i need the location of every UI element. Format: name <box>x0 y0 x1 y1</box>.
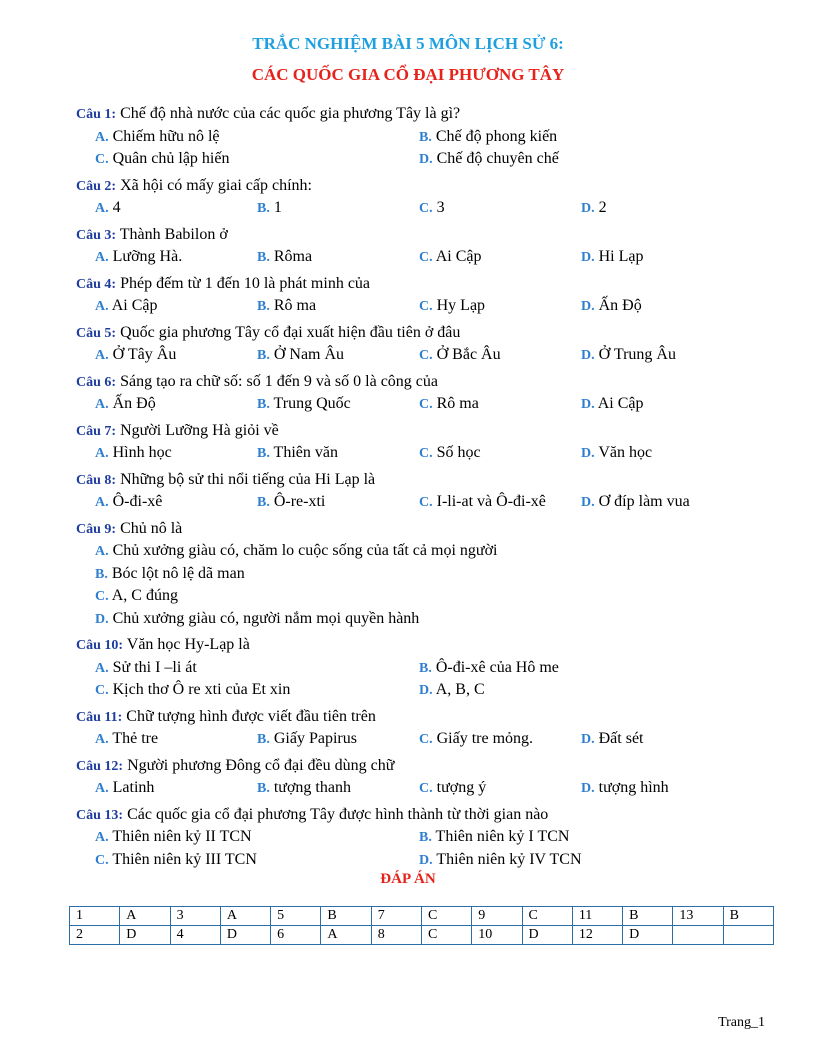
option-d <box>581 393 743 416</box>
question-number-cell <box>673 926 723 945</box>
question-label: Câu 3: <box>76 227 117 243</box>
option-label: A. <box>95 129 109 145</box>
options-group <box>95 491 776 514</box>
question-number-cell: 6 <box>271 926 321 945</box>
question-text: Những bộ sử thi nổi tiếng của Hi Lạp là <box>116 470 376 488</box>
option-text: Giấy Papirus <box>269 730 357 747</box>
option-label: D. <box>419 152 433 167</box>
question-label: Câu 13: <box>76 807 124 823</box>
option-text: Ai Cập <box>594 395 644 412</box>
option-text: A, B, C <box>432 681 485 698</box>
option-text: tượng ý <box>432 779 487 796</box>
answer-cell: C <box>421 907 471 926</box>
option-label: B. <box>419 830 432 845</box>
options-group <box>95 657 776 702</box>
question-label: Câu 5: <box>76 325 117 341</box>
option-d <box>419 148 743 171</box>
option-label: D. <box>581 732 595 747</box>
answer-cell: B <box>723 907 773 926</box>
option-label: C. <box>419 397 433 412</box>
option-c <box>95 148 419 171</box>
question-text: Quốc gia phương Tây cổ đại xuất hiện đầu tiên ở đâu <box>116 323 461 341</box>
option-d <box>95 608 695 631</box>
answer-cell: C <box>522 907 572 926</box>
option-label: C. <box>419 348 433 363</box>
option-b <box>257 344 419 367</box>
option-text: I-li-at và Ô-đi-xê <box>432 493 546 510</box>
question-number-cell: 5 <box>271 907 321 926</box>
option-text: Số học <box>432 444 481 461</box>
option-label: B. <box>257 299 270 314</box>
option-c <box>419 393 581 416</box>
option-text: Latinh <box>108 779 155 796</box>
option-text: A, C đúng <box>108 587 178 604</box>
answer-cell: D <box>220 926 270 945</box>
question-number-cell: 4 <box>170 926 220 945</box>
option-label: C. <box>419 201 433 216</box>
question-8 <box>76 469 776 492</box>
options-group <box>95 393 776 416</box>
option-d <box>581 197 743 220</box>
option-c <box>419 197 581 220</box>
question-9 <box>76 518 776 541</box>
option-b <box>257 777 419 800</box>
question-11 <box>76 706 776 729</box>
options-group <box>95 197 776 220</box>
question-text: Chữ tượng hình được viết đầu tiên trên <box>122 707 376 725</box>
option-label: C. <box>419 495 433 510</box>
option-text: Kịch thơ Ô re xti của Et xin <box>108 681 291 698</box>
option-a <box>95 197 257 220</box>
answer-key-table <box>69 906 774 945</box>
question-7 <box>76 420 776 443</box>
options-group <box>95 344 776 367</box>
option-c <box>419 728 581 751</box>
option-a <box>95 657 419 680</box>
option-text: Thiên niên kỷ II TCN <box>108 828 252 845</box>
question-label: Câu 9: <box>76 521 117 537</box>
option-d <box>581 728 743 751</box>
option-b <box>419 126 743 149</box>
option-text: Đất sét <box>594 730 644 747</box>
question-number-cell: 9 <box>472 907 522 926</box>
question-text: Văn học Hy-Lạp là <box>123 636 250 653</box>
option-text: Chế độ chuyên chế <box>432 150 559 167</box>
option-b <box>257 197 419 220</box>
option-a <box>95 126 419 149</box>
option-label: A. <box>95 495 109 510</box>
option-label: C. <box>419 732 433 747</box>
option-text: Ai Cập <box>108 297 158 314</box>
option-d <box>581 246 743 269</box>
option-text: Ơ đíp làm vua <box>594 493 690 510</box>
option-label: A. <box>95 201 109 216</box>
question-5 <box>76 322 776 345</box>
option-label: D. <box>95 611 109 627</box>
question-label: Câu 11: <box>76 709 123 725</box>
answer-cell: A <box>220 907 270 926</box>
option-c <box>419 442 581 465</box>
option-d <box>581 344 743 367</box>
option-text: Trung Quốc <box>269 395 351 412</box>
option-text: Ở Bắc Âu <box>432 346 501 363</box>
option-label: D. <box>581 397 595 412</box>
option-a <box>95 540 695 563</box>
option-label: C. <box>419 446 433 461</box>
option-text: Ai Cập <box>432 248 482 265</box>
option-text: Chủ xưởng giàu có, người nắm mọi quyền hành <box>108 609 420 627</box>
option-label: B. <box>257 201 270 216</box>
option-label: B. <box>257 732 270 747</box>
option-text: Thiên niên kỷ I TCN <box>431 828 570 845</box>
option-b <box>257 295 419 318</box>
option-c <box>419 246 581 269</box>
option-label: D. <box>581 781 595 796</box>
answer-key-title: ĐÁP ÁN <box>380 871 436 887</box>
options-group <box>95 246 776 269</box>
option-label: B. <box>257 397 270 412</box>
question-number-cell: 2 <box>70 926 120 945</box>
option-text: Ở Trung Âu <box>594 346 676 363</box>
answer-cell <box>723 926 773 945</box>
option-text: tượng thanh <box>269 779 351 796</box>
option-label: D. <box>581 201 595 216</box>
option-label: D. <box>419 683 433 698</box>
answer-cell: B <box>321 907 371 926</box>
question-label: Câu 10: <box>76 638 124 653</box>
option-text: 2 <box>594 199 607 216</box>
option-label: A. <box>95 830 109 845</box>
option-d <box>581 295 743 318</box>
option-a <box>95 442 257 465</box>
question-number-cell: 1 <box>70 907 120 926</box>
option-b <box>95 563 695 586</box>
option-b <box>257 491 419 514</box>
option-label: D. <box>581 250 595 265</box>
option-label: C. <box>95 152 109 167</box>
option-label: C. <box>419 299 433 314</box>
question-2 <box>76 175 776 198</box>
options-group <box>95 126 776 171</box>
question-text: Thành Babilon ở <box>116 225 228 243</box>
page-number: Trang_1 <box>718 1015 765 1030</box>
answer-cell: A <box>120 907 170 926</box>
option-text: Ô-re-xti <box>269 493 326 510</box>
option-c <box>419 777 581 800</box>
answer-cell: A <box>321 926 371 945</box>
option-text: Hy Lạp <box>432 297 486 314</box>
option-b <box>419 657 743 680</box>
option-b <box>257 442 419 465</box>
options-group <box>95 777 776 800</box>
question-6 <box>76 371 776 394</box>
option-text: Rô ma <box>432 395 479 412</box>
question-label: Câu 12: <box>76 758 124 774</box>
option-a <box>95 393 257 416</box>
option-text: Ở Tây Âu <box>108 346 177 363</box>
page-title: TRẮC NGHIỆM BÀI 5 MÔN LỊCH SỬ 6: <box>252 34 564 53</box>
option-label: B. <box>257 495 270 510</box>
option-d <box>581 777 743 800</box>
option-text: Chiếm hữu nô lệ <box>108 127 220 145</box>
option-text: tượng hình <box>594 779 669 796</box>
option-label: B. <box>419 660 432 676</box>
option-c <box>95 849 419 872</box>
option-label: D. <box>581 495 595 510</box>
question-number-cell: 8 <box>371 926 421 945</box>
option-label: A. <box>95 781 109 796</box>
answer-cell: B <box>623 907 673 926</box>
option-text: Thiên văn <box>269 444 338 461</box>
question-label: Câu 6: <box>76 374 117 390</box>
option-text: Quân chủ lập hiến <box>108 150 230 167</box>
question-4 <box>76 273 776 296</box>
option-label: A. <box>95 348 109 363</box>
answer-cell: D <box>623 926 673 945</box>
option-label: A. <box>95 544 109 559</box>
option-text: Hi Lạp <box>594 248 644 265</box>
option-label: B. <box>419 129 432 145</box>
option-c <box>95 585 695 608</box>
option-label: A. <box>95 299 109 314</box>
option-text: 4 <box>108 199 121 216</box>
question-label: Câu 2: <box>76 178 117 194</box>
options-group <box>95 540 776 630</box>
question-text: Người phương Đông cổ đại đều dùng chữ <box>123 756 395 774</box>
question-text: Phép đếm từ 1 đến 10 là phát minh của <box>116 274 371 292</box>
option-text: Chủ xưởng giàu có, chăm lo cuộc sống của tất cả mọi người <box>108 542 498 559</box>
question-1 <box>76 103 776 126</box>
option-a <box>95 728 257 751</box>
option-label: B. <box>95 566 108 582</box>
option-text: Ô-đi-xê <box>108 493 163 510</box>
option-c <box>419 295 581 318</box>
option-label: B. <box>257 348 270 363</box>
question-text: Chế độ nhà nước của các quốc gia phương Tây là gì? <box>116 105 461 122</box>
option-text: Sử thi I –li át <box>108 658 197 676</box>
answer-cell: D <box>120 926 170 945</box>
question-text: Sáng tạo ra chữ số: số 1 đến 9 và số 0 là công của <box>116 372 438 390</box>
question-12 <box>76 755 776 778</box>
options-group <box>95 826 776 871</box>
option-label: C. <box>95 852 109 868</box>
table-row <box>70 907 774 926</box>
option-text: Ô-đi-xê của Hô me <box>431 658 559 676</box>
option-label: D. <box>581 299 595 314</box>
options-group <box>95 442 776 465</box>
option-b <box>257 728 419 751</box>
option-b <box>419 826 743 849</box>
option-label: C. <box>95 683 109 698</box>
option-label: C. <box>419 781 433 796</box>
question-label: Câu 1: <box>76 107 117 122</box>
option-label: B. <box>257 781 270 796</box>
question-number-cell: 12 <box>572 926 622 945</box>
option-text: Văn học <box>594 444 653 461</box>
question-list <box>76 103 776 875</box>
option-d <box>419 679 743 702</box>
question-label: Câu 8: <box>76 472 117 488</box>
option-label: B. <box>257 250 270 265</box>
question-number-cell: 3 <box>170 907 220 926</box>
option-label: A. <box>95 446 109 461</box>
options-group <box>95 728 776 751</box>
option-a <box>95 344 257 367</box>
question-text: Chủ nô là <box>116 519 183 537</box>
question-number-cell: 13 <box>673 907 723 926</box>
option-label: A. <box>95 660 109 676</box>
option-text: 1 <box>269 199 282 216</box>
answer-cell: C <box>421 926 471 945</box>
option-text: Bóc lột nô lệ dã man <box>107 564 245 582</box>
page-subtitle: CÁC QUỐC GIA CỔ ĐẠI PHƯƠNG TÂY <box>251 65 565 84</box>
option-text: Ấn Độ <box>594 297 642 314</box>
question-13 <box>76 804 776 827</box>
option-label: B. <box>257 446 270 461</box>
question-label: Câu 7: <box>76 423 117 439</box>
question-3 <box>76 224 776 247</box>
option-a <box>95 777 257 800</box>
option-label: A. <box>95 732 109 747</box>
option-b <box>257 246 419 269</box>
answer-cell: D <box>522 926 572 945</box>
option-label: A. <box>95 250 109 265</box>
question-number-cell: 7 <box>371 907 421 926</box>
question-label: Câu 4: <box>76 276 117 292</box>
question-number-cell: 11 <box>572 907 622 926</box>
option-d <box>581 442 743 465</box>
option-label: A. <box>95 397 109 412</box>
options-group <box>95 295 776 318</box>
option-d <box>419 849 743 872</box>
option-c <box>419 491 581 514</box>
option-text: Thẻ tre <box>108 730 159 747</box>
option-text: Rôma <box>269 248 313 265</box>
option-a <box>95 826 419 849</box>
option-text: Thiên niên kỷ IV TCN <box>432 850 582 868</box>
option-c <box>419 344 581 367</box>
option-b <box>257 393 419 416</box>
option-text: 3 <box>432 199 445 216</box>
option-text: Giấy tre mỏng. <box>432 730 534 747</box>
option-label: D. <box>581 348 595 363</box>
question-number-cell: 10 <box>472 926 522 945</box>
option-text: Ở Nam Âu <box>269 346 345 363</box>
question-text: Người Lưỡng Hà giỏi về <box>116 421 279 439</box>
option-label: D. <box>419 852 433 868</box>
option-text: Chế độ phong kiến <box>431 127 558 145</box>
option-text: Rô ma <box>269 297 317 314</box>
table-row <box>70 926 774 945</box>
option-a <box>95 491 257 514</box>
option-text: Hình học <box>108 444 172 461</box>
option-c <box>95 679 419 702</box>
option-label: C. <box>95 589 109 604</box>
option-label: C. <box>419 250 433 265</box>
option-a <box>95 295 257 318</box>
option-label: D. <box>581 446 595 461</box>
option-text: Thiên niên kỷ III TCN <box>108 850 257 868</box>
option-text: Lưỡng Hà. <box>108 248 183 265</box>
question-10 <box>76 634 776 657</box>
option-d <box>581 491 743 514</box>
option-text: Ấn Độ <box>108 395 156 412</box>
question-text: Xã hội có mấy giai cấp chính: <box>116 176 312 194</box>
question-text: Các quốc gia cổ đại phương Tây được hình thành từ thời gian nào <box>123 805 549 823</box>
option-a <box>95 246 257 269</box>
